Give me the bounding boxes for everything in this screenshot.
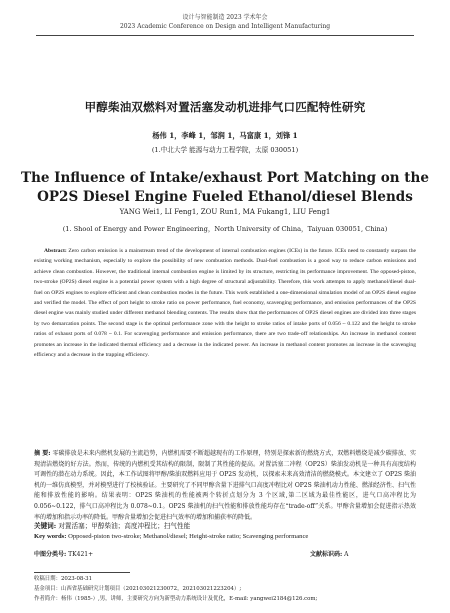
en-title: The Influence of Intake/exhaust Port Matching on the OP2S Diesel Engine Fueled Ethanol/diesel Blends (21, 170, 429, 205)
document-code (310, 549, 348, 558)
keywords-cn-text: 对置活塞；甲醇柴油；高度冲程比；扫气性能 (58, 522, 191, 530)
running-header-cn: 设计与智能制造 2023 学术年会 (182, 14, 268, 21)
clc-number (34, 549, 93, 558)
en-authors: YANG Wei1, LI Feng1, ZOU Run1, MA Fukang1, LIU Feng1 (119, 208, 331, 216)
abstract-cn (34, 449, 416, 523)
keywords-en (34, 533, 416, 540)
keywords-en-label: Key words: (34, 533, 67, 540)
clc-value: TK421+ (68, 551, 94, 558)
cn-affiliation: (1.中北大学 能源与动力工程学院，太原 030051) (151, 146, 299, 154)
keywords-cn-label: 关键词: (34, 522, 57, 530)
running-header-en: 2023 Academic Conference on Design and Intelligent Manufacturing (119, 23, 331, 30)
footnote-received: 收稿日期：2023-08-31 (34, 576, 93, 582)
footnote-fund: 基金项目：山西省基础研究计划项目（202103021230072，202103021223204）; (34, 586, 242, 592)
header-rule (36, 35, 414, 36)
abstract-cn-text: 零碳排放是未来内燃机发展的主流趋势，内燃机需要不断超越现有的工作原理，特别是探索新的燃烧方式，双燃料燃烧是减少碳排放、实现清洁燃烧的好方法。然而，传统的内燃机受其结构的限制，限制了其性能的提高。对置活塞二冲程（OP2S）柴油发动机是一种具有高度结构可调性的潜在动力系统。因此，本工作试图将甲醇/柴油双燃料应用于 OP2S 发动机，以探索未来高效清洁的燃烧模式。本文建立了 OP2S 柴油机的一维仿真模型，并对模型进行了校核验证。主要研究了不同甲醇含量下进排气口高度冲程比对 OP2S 柴油机动力性能、燃油经济性、扫气性能和排放性能的影响。结果表明：OP2S 柴油机的性能被两个转折点划分为 3 个区域,第二区域为最佳性能区，进气口高冲程比为 0.056~0.122，排气口高冲程比为 0.078~0.1。OP2S 柴油机的扫气性能和排放性能均存在“trade-off”关系。甲醇含量增加会促进指示热效率的增加和指示功率的降低。甲醇含量增加会促进扫气效率的增加和捕获率的降低。 (34, 450, 416, 521)
en-affiliation: (1. Shool of Energy and Power Engineering，North University of China，Taiyuan 030051, China) (62, 225, 388, 233)
keywords-en-text: Opposed-piston two-stroke; Methanol/diesel; Height-stroke ratio; Scavenging performance (68, 533, 309, 540)
doc-value: A (344, 551, 349, 558)
keywords-cn (34, 520, 416, 530)
abstract-en-label: Abstract: (44, 248, 67, 254)
footnote-author: 作者简介：杨伟（1985-）,男，讲师，主要研究方向为新型动力系统设计及优化，E-mail: yangwei2184@126.com; (34, 596, 318, 602)
cn-title: 甲醇柴油双燃料对置活塞发动机进排气口匹配特性研究 (84, 100, 366, 114)
footnote-rule (34, 572, 130, 573)
cn-authors: 杨伟 1，李峰 1，邹润 1，马富康 1，刘锋 1 (152, 131, 298, 140)
clc-label: 中图分类号: (34, 551, 67, 558)
abstract-cn-label: 摘 要: (34, 450, 51, 457)
doc-label: 文献标识码: (310, 551, 343, 558)
abstract-en-text: Zero carbon emission is a mainstream trend of the development of internal combustion engines (ICEs) in the future. ICEs need to constantly surpass the existing working mechanism, especially to explore the possibility of new combustion methods. Dual-fuel combustion is a good way to reduce carbon emissions and achieve clean combustion. However, the traditional internal combustion engine is limited by its structure, restricting its performance improvement. The opposed-piston, two-stroke (OP2S) diesel engine is a potential power system with a high degree of structural adjustability. Therefore, this work attempts to apply methanol/diesel dual-fuel on OP2S engines to explore efficient and clean combustion modes in the future. This work established a one-dimensional simulation model of an OP2S diesel engine and verified the model. The effect of port height to stroke ratio on power performance, fuel economy, scavenging performance, and emission performances of the OP2S diesel engine was mainly studied under different methanol blending contents. The results show that the performances of OP2S diesel engines are divided into three stages by two demarcation points. The second stage is the optimal performance zone with the height to stroke ratios of intake ports of 0.056 ~ 0.122 and the height to stroke ratios of exhaust ports of 0.078 ~ 0.1. For scavenging performance and emission performance, there are two trade-off relationships. An increase in methanol content promotes an increase in the indicated thermal efficiency and a decrease in the indicated power. An increase in methanol content promotes an increase in the scavenging efficiency and a decrease in the trapping efficiency. (34, 248, 417, 359)
abstract-en (34, 246, 416, 360)
